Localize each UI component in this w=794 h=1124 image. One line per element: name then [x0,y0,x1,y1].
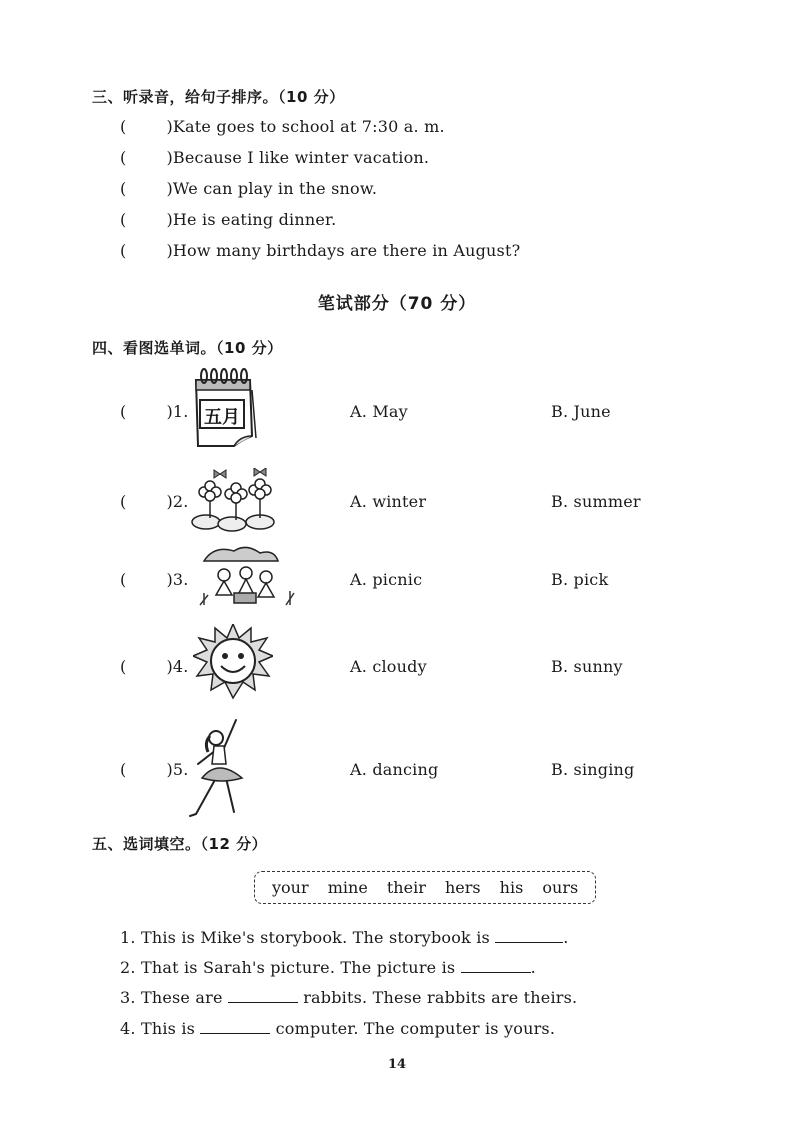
sentence-text: 3. These are [120,988,228,1007]
written-part-title: 笔试部分（70 分） [317,294,477,314]
section-5-title: 五、选词填空。（12 分） [92,835,268,853]
answer-blank[interactable] [200,1019,270,1034]
answer-paren-close: ) [166,179,173,198]
option-a[interactable]: A. winter [350,492,427,511]
answer-paren-open[interactable]: ( [120,657,127,676]
flowers-icon [190,468,282,532]
option-a[interactable]: A. picnic [350,570,423,589]
section-4-item-1 [120,402,189,421]
fill-item-2 [120,958,536,977]
fill-item-3 [120,988,577,1007]
item-number: 3. [172,570,189,589]
answer-paren-close: ) [166,117,173,136]
answer-blank[interactable] [461,958,531,973]
answer-blank[interactable] [495,928,563,943]
page-number: 14 [387,1057,407,1072]
sentence-text: 4. This is [120,1019,201,1038]
answer-paren-close: ) [166,657,173,676]
section-4-item-3 [120,570,189,589]
section-3-item-3 [120,179,377,198]
section-3-item-5 [120,241,520,260]
answer-paren-close: ) [166,760,173,779]
fill-item-1 [120,928,569,947]
section-4-item-5 [120,760,189,779]
option-b[interactable]: B. singing [551,760,635,779]
fill-item-4 [120,1019,555,1038]
answer-paren-close: ) [166,570,173,589]
sentence-text: 2. That is Sarah's picture. The picture is [120,958,461,977]
sentence-text: He is eating dinner. [172,210,337,229]
sentence-text: Because I like winter vacation. [172,148,430,167]
answer-paren-open[interactable]: ( [120,492,127,511]
sentence-text: . [563,928,569,947]
answer-paren-close: ) [166,210,173,229]
answer-paren-open[interactable]: ( [120,148,127,167]
sun-icon [193,624,273,700]
word-bank-item: their [386,878,426,897]
word-bank-item: your [272,878,309,897]
word-bank-item: ours [542,878,579,897]
calendar-text: 五月 [204,407,240,428]
section-4-item-2 [120,492,189,511]
item-number: 1. [172,402,189,421]
section-3-item-1 [120,117,445,136]
answer-paren-open[interactable]: ( [120,179,127,198]
sentence-text: How many birthdays are there in August? [172,241,521,260]
answer-paren-close: ) [166,402,173,421]
word-bank-item: mine [327,878,368,897]
answer-paren-open[interactable]: ( [120,760,127,779]
section-3-item-4 [120,210,336,229]
sentence-text: We can play in the snow. [172,179,378,198]
word-bank-item: his [499,878,524,897]
option-a[interactable]: A. May [350,402,408,421]
calendar-icon [190,366,260,448]
section-3-title: 三、听录音，给句子排序。（10 分） [92,88,345,106]
answer-paren-open[interactable]: ( [120,210,127,229]
answer-paren-close: ) [166,492,173,511]
word-bank-item: hers [444,878,481,897]
answer-paren-open[interactable]: ( [120,570,127,589]
option-b[interactable]: B. sunny [551,657,623,676]
dancer-icon [188,718,252,820]
sentence-text: . [530,958,536,977]
sentence-text: rabbits. These rabbits are theirs. [297,988,578,1007]
word-bank [254,871,596,904]
answer-paren-close: ) [166,148,173,167]
sentence-text: computer. The computer is yours. [270,1019,556,1038]
option-a[interactable]: A. cloudy [350,657,427,676]
section-3-item-2 [120,148,429,167]
option-b[interactable]: B. June [551,402,611,421]
section-4-item-4 [120,657,189,676]
answer-paren-close: ) [166,241,173,260]
section-4-title: 四、看图选单词。（10 分） [92,339,283,357]
answer-paren-open[interactable]: ( [120,402,127,421]
item-number: 4. [172,657,189,676]
item-number: 5. [172,760,189,779]
option-a[interactable]: A. dancing [350,760,439,779]
item-number: 2. [172,492,189,511]
answer-paren-open[interactable]: ( [120,241,127,260]
sentence-text: Kate goes to school at 7:30 a. m. [172,117,445,136]
answer-paren-open[interactable]: ( [120,117,127,136]
picnic-icon [194,545,300,609]
option-b[interactable]: B. pick [551,570,609,589]
answer-blank[interactable] [228,988,298,1003]
sentence-text: 1. This is Mike's storybook. The storybook is [120,928,496,947]
option-b[interactable]: B. summer [551,492,641,511]
